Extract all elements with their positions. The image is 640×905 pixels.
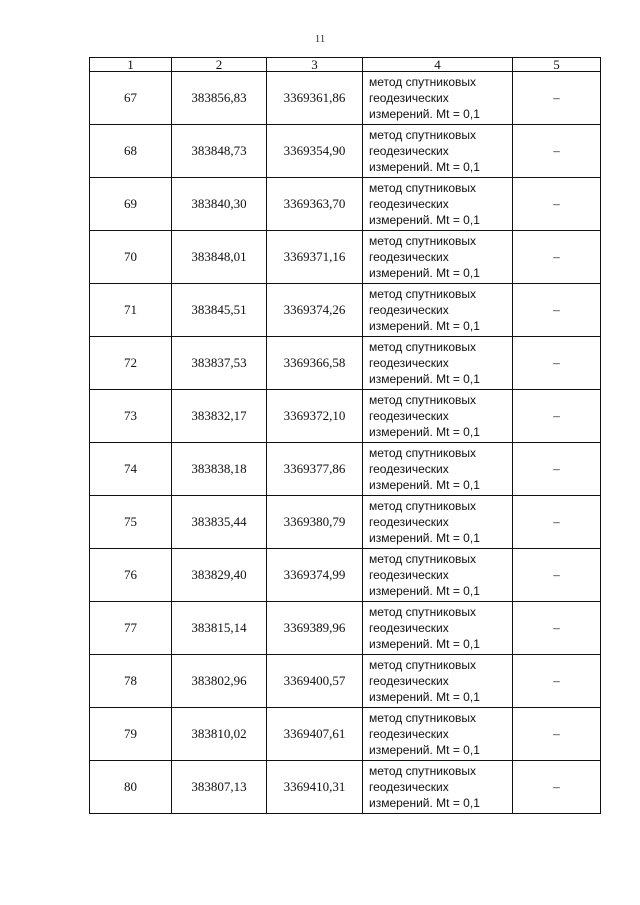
x-coordinate-cell: 383815,14 bbox=[172, 602, 267, 655]
point-number-cell: 70 bbox=[90, 231, 172, 284]
table-row bbox=[90, 390, 601, 443]
table-row bbox=[90, 655, 601, 708]
y-coordinate-cell: 3369361,86 bbox=[267, 72, 363, 125]
point-number-cell: 71 bbox=[90, 284, 172, 337]
method-text-line: измерений. Mt = 0,1 bbox=[369, 319, 480, 333]
table-header-row bbox=[90, 58, 601, 72]
column-header-2: 2 bbox=[172, 58, 267, 72]
x-coordinate-cell: 383810,02 bbox=[172, 708, 267, 761]
x-coordinate-cell: 383802,96 bbox=[172, 655, 267, 708]
method-text-line: измерений. Mt = 0,1 bbox=[369, 266, 480, 280]
method-text-line: метод спутниковых bbox=[369, 393, 477, 407]
method-text-line: геодезических bbox=[369, 197, 449, 211]
method-text-line: геодезических bbox=[369, 674, 449, 688]
y-coordinate-cell: 3369366,58 bbox=[267, 337, 363, 390]
x-coordinate-cell: 383856,83 bbox=[172, 72, 267, 125]
table-row bbox=[90, 337, 601, 390]
method-text-line: геодезических bbox=[369, 409, 449, 423]
method-cell bbox=[363, 761, 513, 814]
table-row bbox=[90, 496, 601, 549]
method-text-line: геодезических bbox=[369, 780, 449, 794]
y-coordinate-cell: 3369400,57 bbox=[267, 655, 363, 708]
table-row bbox=[90, 231, 601, 284]
table-row bbox=[90, 549, 601, 602]
method-text-line: измерений. Mt = 0,1 bbox=[369, 107, 480, 121]
column-header-5: 5 bbox=[513, 58, 601, 72]
note-cell: – bbox=[513, 443, 601, 496]
method-cell bbox=[363, 178, 513, 231]
point-number-cell: 75 bbox=[90, 496, 172, 549]
table-row bbox=[90, 761, 601, 814]
x-coordinate-cell: 383840,30 bbox=[172, 178, 267, 231]
y-coordinate-cell: 3369374,99 bbox=[267, 549, 363, 602]
method-text-line: геодезических bbox=[369, 568, 449, 582]
note-cell: – bbox=[513, 496, 601, 549]
method-text-line: измерений. Mt = 0,1 bbox=[369, 637, 480, 651]
x-coordinate-cell: 383848,01 bbox=[172, 231, 267, 284]
method-text-line: метод спутниковых bbox=[369, 711, 477, 725]
method-text-line: метод спутниковых bbox=[369, 234, 477, 248]
note-cell: – bbox=[513, 337, 601, 390]
method-cell bbox=[363, 708, 513, 761]
point-number-cell: 80 bbox=[90, 761, 172, 814]
table-row bbox=[90, 72, 601, 125]
note-cell: – bbox=[513, 549, 601, 602]
method-text-line: измерений. Mt = 0,1 bbox=[369, 213, 480, 227]
y-coordinate-cell: 3369389,96 bbox=[267, 602, 363, 655]
note-cell: – bbox=[513, 390, 601, 443]
method-text-line: метод спутниковых bbox=[369, 605, 477, 619]
coordinates-table bbox=[89, 57, 601, 814]
point-number-cell: 67 bbox=[90, 72, 172, 125]
x-coordinate-cell: 383807,13 bbox=[172, 761, 267, 814]
method-text-line: геодезических bbox=[369, 356, 449, 370]
method-cell bbox=[363, 231, 513, 284]
method-text-line: метод спутниковых bbox=[369, 287, 477, 301]
method-text-line: измерений. Mt = 0,1 bbox=[369, 584, 480, 598]
method-text-line: измерений. Mt = 0,1 bbox=[369, 160, 480, 174]
method-text-line: метод спутниковых bbox=[369, 658, 477, 672]
x-coordinate-cell: 383835,44 bbox=[172, 496, 267, 549]
point-number-cell: 73 bbox=[90, 390, 172, 443]
method-cell bbox=[363, 443, 513, 496]
method-text-line: метод спутниковых bbox=[369, 128, 477, 142]
method-text-line: измерений. Mt = 0,1 bbox=[369, 531, 480, 545]
method-text-line: метод спутниковых bbox=[369, 75, 477, 89]
y-coordinate-cell: 3369372,10 bbox=[267, 390, 363, 443]
method-cell bbox=[363, 549, 513, 602]
table-row bbox=[90, 708, 601, 761]
method-cell bbox=[363, 284, 513, 337]
note-cell: – bbox=[513, 761, 601, 814]
method-text-line: измерений. Mt = 0,1 bbox=[369, 372, 480, 386]
method-cell bbox=[363, 125, 513, 178]
method-text-line: измерений. Mt = 0,1 bbox=[369, 796, 480, 810]
y-coordinate-cell: 3369380,79 bbox=[267, 496, 363, 549]
method-text-line: измерений. Mt = 0,1 bbox=[369, 690, 480, 704]
column-header-1: 1 bbox=[90, 58, 172, 72]
x-coordinate-cell: 383848,73 bbox=[172, 125, 267, 178]
method-text-line: измерений. Mt = 0,1 bbox=[369, 743, 480, 757]
point-number-cell: 79 bbox=[90, 708, 172, 761]
method-text-line: геодезических bbox=[369, 621, 449, 635]
method-text-line: геодезических bbox=[369, 727, 449, 741]
method-text-line: геодезических bbox=[369, 515, 449, 529]
method-text-line: метод спутниковых bbox=[369, 446, 477, 460]
x-coordinate-cell: 383845,51 bbox=[172, 284, 267, 337]
method-text-line: метод спутниковых bbox=[369, 764, 477, 778]
method-text-line: метод спутниковых bbox=[369, 181, 477, 195]
method-text-line: метод спутниковых bbox=[369, 499, 477, 513]
method-text-line: геодезических bbox=[369, 303, 449, 317]
method-text-line: геодезических bbox=[369, 250, 449, 264]
note-cell: – bbox=[513, 655, 601, 708]
method-cell bbox=[363, 337, 513, 390]
x-coordinate-cell: 383832,17 bbox=[172, 390, 267, 443]
column-header-3: 3 bbox=[267, 58, 363, 72]
method-cell bbox=[363, 602, 513, 655]
method-text-line: геодезических bbox=[369, 91, 449, 105]
note-cell: – bbox=[513, 708, 601, 761]
method-cell bbox=[363, 390, 513, 443]
y-coordinate-cell: 3369410,31 bbox=[267, 761, 363, 814]
point-number-cell: 72 bbox=[90, 337, 172, 390]
x-coordinate-cell: 383838,18 bbox=[172, 443, 267, 496]
note-cell: – bbox=[513, 231, 601, 284]
method-text-line: измерений. Mt = 0,1 bbox=[369, 425, 480, 439]
method-cell bbox=[363, 496, 513, 549]
table-row bbox=[90, 602, 601, 655]
table-row bbox=[90, 125, 601, 178]
x-coordinate-cell: 383837,53 bbox=[172, 337, 267, 390]
point-number-cell: 76 bbox=[90, 549, 172, 602]
method-text-line: метод спутниковых bbox=[369, 340, 477, 354]
y-coordinate-cell: 3369371,16 bbox=[267, 231, 363, 284]
method-cell bbox=[363, 655, 513, 708]
point-number-cell: 78 bbox=[90, 655, 172, 708]
note-cell: – bbox=[513, 602, 601, 655]
column-header-4: 4 bbox=[363, 58, 513, 72]
method-cell bbox=[363, 72, 513, 125]
method-text-line: геодезических bbox=[369, 144, 449, 158]
page-number: 11 bbox=[314, 33, 326, 45]
table-row bbox=[90, 443, 601, 496]
table-body bbox=[90, 72, 601, 814]
x-coordinate-cell: 383829,40 bbox=[172, 549, 267, 602]
y-coordinate-cell: 3369377,86 bbox=[267, 443, 363, 496]
point-number-cell: 69 bbox=[90, 178, 172, 231]
note-cell: – bbox=[513, 178, 601, 231]
method-text-line: геодезических bbox=[369, 462, 449, 476]
note-cell: – bbox=[513, 125, 601, 178]
point-number-cell: 77 bbox=[90, 602, 172, 655]
y-coordinate-cell: 3369354,90 bbox=[267, 125, 363, 178]
point-number-cell: 68 bbox=[90, 125, 172, 178]
table-row bbox=[90, 178, 601, 231]
note-cell: – bbox=[513, 72, 601, 125]
point-number-cell: 74 bbox=[90, 443, 172, 496]
method-text-line: метод спутниковых bbox=[369, 552, 477, 566]
method-text-line: измерений. Mt = 0,1 bbox=[369, 478, 480, 492]
y-coordinate-cell: 3369374,26 bbox=[267, 284, 363, 337]
y-coordinate-cell: 3369363,70 bbox=[267, 178, 363, 231]
note-cell: – bbox=[513, 284, 601, 337]
y-coordinate-cell: 3369407,61 bbox=[267, 708, 363, 761]
table-row bbox=[90, 284, 601, 337]
